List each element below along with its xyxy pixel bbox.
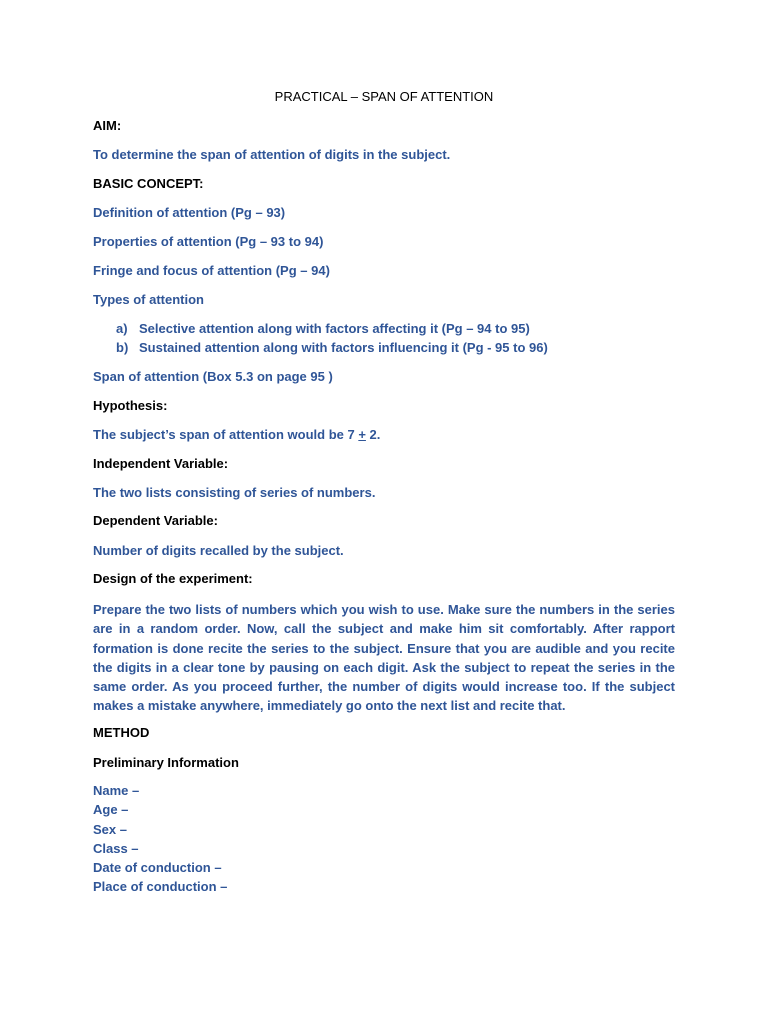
- list-item: [116, 340, 548, 356]
- hypothesis-text: [93, 427, 380, 443]
- concept-definition: Definition of attention (Pg – 93): [93, 205, 286, 220]
- concept-types: Types of attention: [93, 292, 204, 307]
- field-class: Class –: [93, 841, 139, 856]
- aim-heading: AIM:: [93, 118, 122, 133]
- independent-variable-heading: Independent Variable:: [93, 456, 229, 471]
- page-title: PRACTICAL – SPAN OF ATTENTION: [274, 89, 494, 104]
- hypothesis-suffix: 2.: [365, 427, 381, 442]
- list-item: [116, 321, 530, 337]
- concept-fringe-focus: Fringe and focus of attention (Pg – 94): [93, 263, 330, 278]
- field-place: Place of conduction –: [93, 879, 228, 894]
- method-heading: METHOD: [93, 725, 150, 740]
- list-item-text: Selective attention along with factors affecting it (Pg – 94 to 95): [139, 321, 530, 336]
- aim-text: To determine the span of attention of digits in the subject.: [93, 147, 451, 162]
- field-name: Name –: [93, 783, 140, 798]
- independent-variable-text: The two lists consisting of series of numbers.: [93, 485, 376, 500]
- list-marker: b): [116, 340, 129, 355]
- field-sex: Sex –: [93, 822, 127, 837]
- field-date: Date of conduction –: [93, 860, 222, 875]
- concept-properties: Properties of attention (Pg – 93 to 94): [93, 234, 324, 249]
- dependent-variable-heading: Dependent Variable:: [93, 513, 218, 528]
- list-marker: a): [116, 321, 128, 336]
- design-heading: Design of the experiment:: [93, 571, 253, 586]
- hypothesis-heading: Hypothesis:: [93, 398, 168, 413]
- list-item-text: Sustained attention along with factors influencing it (Pg - 95 to 96): [139, 340, 548, 355]
- plus-minus-symbol: +: [358, 427, 366, 442]
- basic-concept-heading: BASIC CONCEPT:: [93, 176, 204, 191]
- hypothesis-prefix: The subject’s span of attention would be 7: [93, 427, 359, 442]
- dependent-variable-text: Number of digits recalled by the subject.: [93, 543, 344, 558]
- field-age: Age –: [93, 802, 129, 817]
- design-paragraph: Prepare the two lists of numbers which you wish to use. Make sure the numbers in the series are in a random order. Now, call the subject and make him sit comfortably. After rapport formation is done recite the series to the subject. Ensure that you are audible and you recite the digits in a clear tone by pausing on each digit. Ask the subject to repeat the series in the same order. As you proceed further, the number of digits would increase too. If the subject makes a mistake anywhere, immediately go onto the next list and recite that.: [93, 602, 675, 714]
- span-of-attention-text: Span of attention (Box 5.3 on page 95 ): [93, 369, 333, 384]
- preliminary-heading: Preliminary Information: [93, 755, 239, 770]
